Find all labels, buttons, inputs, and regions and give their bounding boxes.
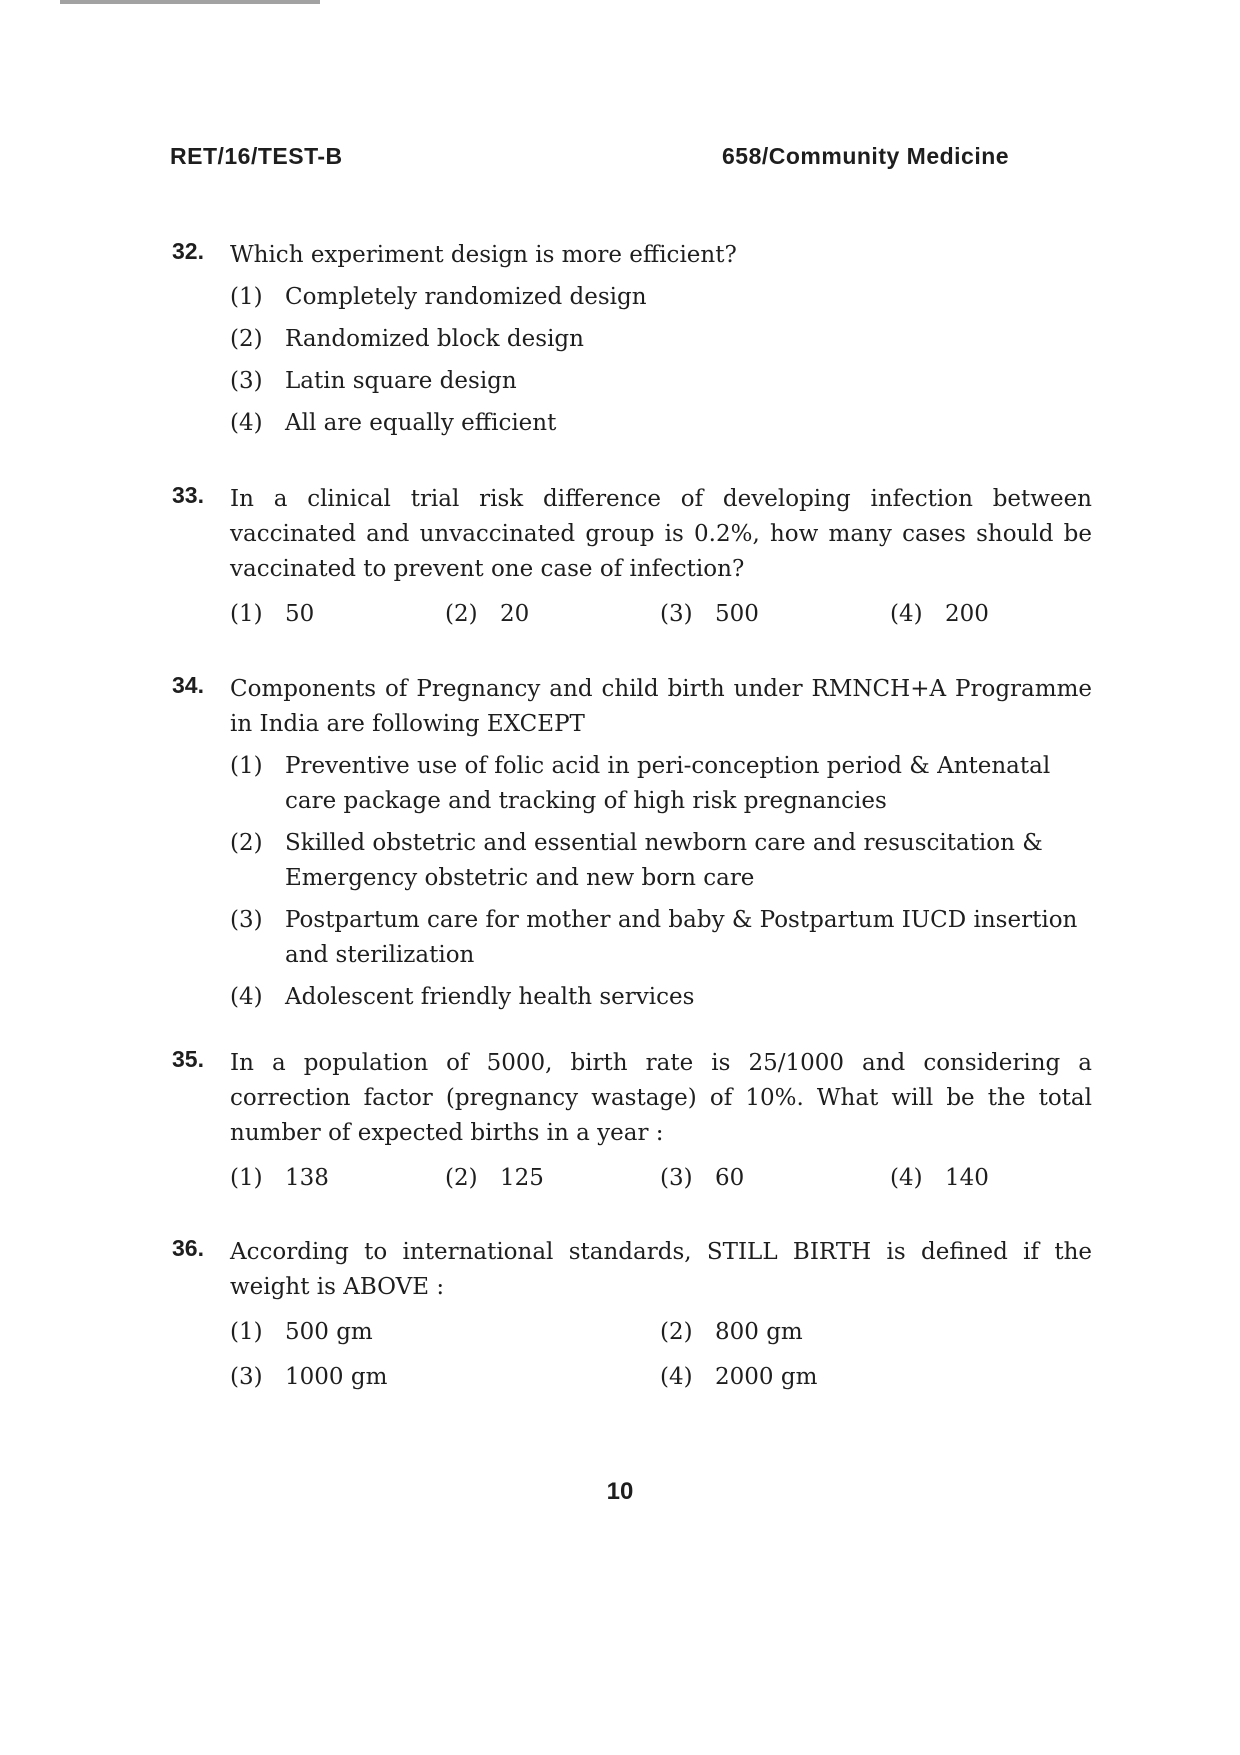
option-text: 50 <box>285 601 315 627</box>
question-text: According to international standards, STILL BIRTH is defined if the weight is ABOVE : <box>230 1239 1092 1300</box>
option <box>230 826 1092 896</box>
question-number: 35. <box>172 1046 204 1072</box>
option <box>230 280 1092 315</box>
option-text: Skilled obstetric and essential newborn care and resuscitation & Emergency obstetric and new born care <box>285 830 1043 891</box>
question-number: 34. <box>172 672 204 698</box>
option-text: 1000 gm <box>285 1364 388 1390</box>
option-text: 140 <box>945 1165 989 1191</box>
option-text: 500 gm <box>285 1319 373 1345</box>
question-text: In a clinical trial risk difference of developing infection between vaccinated and unvaccinated group is 0.2%, how many cases should be vaccinated to prevent one case of infection? <box>230 486 1092 582</box>
option-number: (3) <box>230 1364 263 1390</box>
option <box>660 597 890 632</box>
option <box>445 1161 660 1196</box>
option-number: (4) <box>890 1165 923 1191</box>
question-36 <box>172 1235 1092 1395</box>
question-35 <box>172 1046 1092 1196</box>
options-list <box>230 597 1092 632</box>
options-list <box>230 280 1092 441</box>
question-34 <box>172 672 1092 1015</box>
option-number: (4) <box>660 1364 693 1390</box>
option-number: (2) <box>230 830 263 856</box>
option-number: (1) <box>230 1165 263 1191</box>
options-list <box>230 1161 1092 1196</box>
question-33 <box>172 482 1092 632</box>
paper-code: RET/16/TEST-B <box>170 143 343 169</box>
option <box>660 1360 960 1395</box>
options-list <box>230 1315 1092 1395</box>
question-text: Components of Pregnancy and child birth under RMNCH+A Programme in India are following EXCEPT <box>230 676 1092 737</box>
option-text: Postpartum care for mother and baby & Postpartum IUCD insertion and sterilization <box>285 907 1078 968</box>
option-number: (2) <box>445 601 478 627</box>
page-number: 10 <box>606 1478 634 1505</box>
option-text: Preventive use of folic acid in peri-conception period & Antenatal care package and tracking of high risk pregnancies <box>285 753 1051 814</box>
option <box>230 903 1092 973</box>
option-number: (2) <box>230 326 263 352</box>
option <box>660 1315 960 1350</box>
option-text: 200 <box>945 601 989 627</box>
option-number: (1) <box>230 284 263 310</box>
option <box>445 597 660 632</box>
option-text: 800 gm <box>715 1319 803 1345</box>
options-list <box>230 749 1092 1015</box>
option <box>890 1161 1090 1196</box>
option-number: (1) <box>230 601 263 627</box>
option-number: (3) <box>230 907 263 933</box>
option-number: (2) <box>660 1319 693 1345</box>
option-text: 125 <box>500 1165 544 1191</box>
option <box>230 364 1092 399</box>
question-number: 32. <box>172 238 204 264</box>
option-number: (3) <box>660 1165 693 1191</box>
scan-edge-mark <box>60 0 320 4</box>
option <box>230 1360 660 1395</box>
option-number: (3) <box>660 601 693 627</box>
option-text: 20 <box>500 601 530 627</box>
option <box>230 597 445 632</box>
question-number: 33. <box>172 482 204 508</box>
option <box>890 597 1090 632</box>
option-text: Completely randomized design <box>285 284 647 310</box>
question-text: Which experiment design is more efficient? <box>230 242 737 268</box>
option <box>230 1161 445 1196</box>
option-number: (1) <box>230 1319 263 1345</box>
option-text: 500 <box>715 601 759 627</box>
option-text: 2000 gm <box>715 1364 818 1390</box>
subject-title: 658/Community Medicine <box>722 143 1010 169</box>
option-number: (2) <box>445 1165 478 1191</box>
option <box>230 980 1092 1015</box>
option-number: (1) <box>230 753 263 779</box>
option-text: 60 <box>715 1165 745 1191</box>
question-number: 36. <box>172 1235 204 1261</box>
option-number: (4) <box>890 601 923 627</box>
option-number: (4) <box>230 410 263 436</box>
option <box>660 1161 890 1196</box>
option <box>230 406 1092 441</box>
option <box>230 1315 660 1350</box>
option <box>230 749 1092 819</box>
option-number: (4) <box>230 984 263 1010</box>
option-number: (3) <box>230 368 263 394</box>
option-text: Latin square design <box>285 368 517 394</box>
option-text: Randomized block design <box>285 326 584 352</box>
option-text: 138 <box>285 1165 329 1191</box>
option <box>230 322 1092 357</box>
option-text: Adolescent friendly health services <box>285 984 695 1010</box>
question-text: In a population of 5000, birth rate is 25/1000 and considering a correction factor (pregnancy wastage) of 10%. What will be the total number of expected births in a year : <box>230 1050 1092 1146</box>
question-32 <box>172 238 1092 441</box>
option-text: All are equally efficient <box>285 410 557 436</box>
